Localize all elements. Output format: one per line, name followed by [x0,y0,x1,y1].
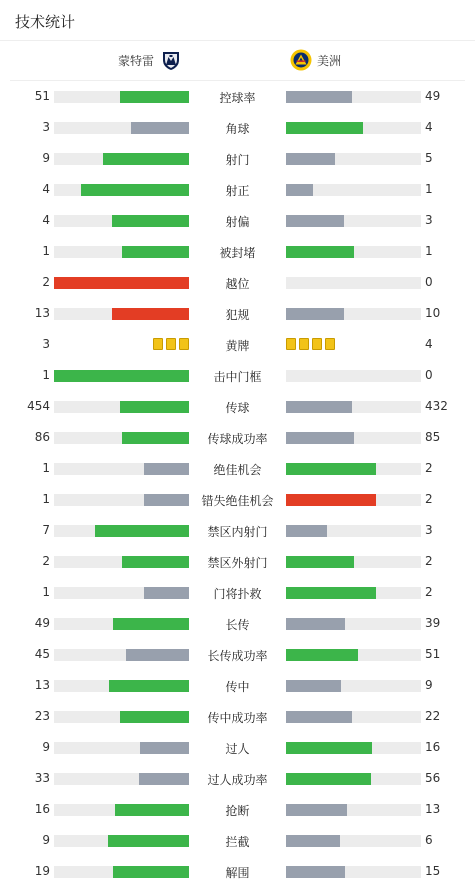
stat-row [0,608,475,639]
stat-row [0,701,475,732]
home-value: 4 [42,213,50,227]
away-bar-fill [286,742,372,754]
away-bar-track [286,649,421,661]
stat-label: 越位 [225,277,250,291]
stat-row [0,732,475,763]
stat-label: 绝佳机会 [213,463,262,477]
away-value: 49 [425,89,441,103]
away-value: 2 [425,585,433,599]
away-yellow-cards [286,338,335,350]
away-bar-track [286,804,421,816]
away-value: 39 [425,616,441,630]
away-value: 51 [425,647,441,661]
home-bar-track [54,742,189,754]
away-bar-fill [286,184,313,196]
away-bar-fill [286,401,352,413]
away-bar-track [286,525,421,537]
stat-row [0,639,475,670]
home-bar-track [54,432,189,444]
home-bar-fill [120,91,189,103]
stat-row [0,267,475,298]
home-value: 1 [42,585,50,599]
stat-label: 射偏 [225,215,250,229]
away-value: 0 [425,368,433,382]
home-bar-fill [126,649,189,661]
away-bar-fill [286,463,376,475]
home-bar-fill [108,835,189,847]
away-bar-track [286,866,421,878]
home-bar-fill [120,401,189,413]
home-bar-track [54,587,189,599]
stat-row [0,205,475,236]
home-value: 33 [34,771,50,785]
away-value: 56 [425,771,441,785]
stat-row [0,794,475,825]
home-value: 454 [27,399,50,413]
home-bar-track [54,153,189,165]
stat-row [0,856,475,887]
home-bar-fill [144,494,189,506]
away-bar-track [286,556,421,568]
home-bar-track [54,277,189,289]
home-value: 45 [34,647,50,661]
home-bar-fill [120,711,189,723]
away-bar-fill [286,587,376,599]
home-value: 9 [42,740,50,754]
away-value: 2 [425,461,433,475]
yellow-card-icon [312,338,322,350]
away-value: 9 [425,678,433,692]
home-bar-fill [109,680,189,692]
away-value: 85 [425,430,441,444]
stat-label: 传中成功率 [207,711,268,725]
home-bar-fill [122,432,190,444]
stat-row [0,329,475,360]
stat-row [0,298,475,329]
home-bar-track [54,711,189,723]
stat-label: 过人成功率 [207,773,268,787]
away-value: 2 [425,492,433,506]
stat-row [0,236,475,267]
away-value: 4 [425,120,433,134]
home-bar-track [54,463,189,475]
home-bar-track [54,773,189,785]
away-bar-fill [286,649,358,661]
stat-row [0,81,475,112]
away-bar-track [286,463,421,475]
home-bar-track [54,525,189,537]
stat-row [0,422,475,453]
away-bar-track [286,773,421,785]
home-bar-track [54,184,189,196]
home-bar-fill [122,246,190,258]
home-bar-fill [131,122,189,134]
away-bar-track [286,308,421,320]
away-bar-fill [286,804,347,816]
home-value: 1 [42,244,50,258]
home-team[interactable] [118,49,182,71]
away-bar-fill [286,556,354,568]
home-value: 1 [42,461,50,475]
stat-row [0,453,475,484]
home-value: 49 [34,616,50,630]
away-bar-fill [286,525,327,537]
home-bar-fill [95,525,190,537]
away-value: 10 [425,306,441,320]
home-bar-track [54,91,189,103]
away-bar-track [286,835,421,847]
stat-label: 射门 [225,153,250,167]
stats-list [0,81,475,887]
away-bar-track [286,153,421,165]
home-value: 2 [42,554,50,568]
away-bar-track [286,184,421,196]
away-bar-track [286,215,421,227]
stat-row [0,174,475,205]
away-value: 432 [425,399,448,413]
stat-label: 传中 [225,680,250,694]
stat-row [0,546,475,577]
away-team-name: 美洲 [317,53,342,68]
home-bar-track [54,804,189,816]
header [0,0,475,41]
home-value: 86 [34,430,50,444]
home-value: 23 [34,709,50,723]
home-bar-fill [81,184,189,196]
away-value: 15 [425,864,441,878]
home-bar-fill [54,277,189,289]
away-bar-track [286,432,421,444]
away-bar-fill [286,866,345,878]
stat-label: 传球成功率 [207,432,268,446]
yellow-card-icon [179,338,189,350]
stat-label: 犯规 [225,308,250,322]
away-bar-fill [286,215,344,227]
away-team[interactable] [290,49,341,71]
away-value: 4 [425,337,433,351]
home-value: 9 [42,151,50,165]
home-value: 2 [42,275,50,289]
away-bar-fill [286,153,335,165]
home-value: 16 [34,802,50,816]
stat-label: 禁区外射门 [207,556,268,570]
away-value: 5 [425,151,433,165]
home-bar-track [54,835,189,847]
stat-label: 长传 [225,618,250,632]
away-bar-fill [286,308,344,320]
club-america-crest-icon [290,49,312,71]
stat-row [0,763,475,794]
home-bar-fill [140,742,189,754]
home-bar-track [54,401,189,413]
away-bar-track [286,122,421,134]
stat-row [0,484,475,515]
away-value: 13 [425,802,441,816]
home-bar-fill [103,153,189,165]
away-bar-track [286,618,421,630]
away-value: 0 [425,275,433,289]
stat-label: 过人 [225,742,250,756]
home-bar-track [54,680,189,692]
away-bar-track [286,91,421,103]
yellow-card-icon [325,338,335,350]
home-bar-fill [112,215,189,227]
home-bar-track [54,215,189,227]
away-bar-track [286,742,421,754]
home-yellow-cards [153,338,189,350]
stat-label: 射正 [225,184,250,198]
stat-label: 禁区内射门 [207,525,268,539]
stat-row [0,515,475,546]
away-value: 22 [425,709,441,723]
away-bar-fill [286,711,352,723]
stat-row [0,670,475,701]
away-bar-fill [286,494,376,506]
away-bar-track [286,711,421,723]
home-value: 4 [42,182,50,196]
away-value: 6 [425,833,433,847]
stat-label: 控球率 [219,91,256,105]
away-bar-track [286,277,421,289]
home-bar-track [54,618,189,630]
away-bar-track [286,401,421,413]
home-team-name: 蒙特雷 [117,53,154,68]
home-value: 13 [34,678,50,692]
stat-row [0,360,475,391]
away-bar-track [286,370,421,382]
home-value: 7 [42,523,50,537]
away-value: 16 [425,740,441,754]
stat-label: 传球 [225,401,250,415]
home-value: 1 [42,368,50,382]
stat-label: 被封堵 [219,246,256,260]
yellow-card-icon [299,338,309,350]
home-bar-fill [115,804,189,816]
teams-header [10,41,465,81]
home-bar-track [54,866,189,878]
away-bar-fill [286,773,371,785]
home-value: 19 [34,864,50,878]
home-value: 13 [34,306,50,320]
stat-row [0,112,475,143]
away-bar-track [286,680,421,692]
yellow-card-icon [286,338,296,350]
away-value: 1 [425,182,433,196]
stat-row [0,143,475,174]
stat-row [0,577,475,608]
stat-label: 击中门框 [213,370,262,384]
home-bar-track [54,246,189,258]
stat-row [0,825,475,856]
stat-label: 错失绝佳机会 [201,494,274,508]
away-bar-fill [286,432,354,444]
stat-label: 解围 [225,866,250,880]
away-value: 1 [425,244,433,258]
stat-label: 长传成功率 [207,649,268,663]
away-bar-track [286,587,421,599]
home-value: 3 [42,120,50,134]
away-value: 2 [425,554,433,568]
home-bar-fill [144,587,189,599]
home-bar-track [54,308,189,320]
stat-label: 角球 [225,122,250,136]
home-value: 9 [42,833,50,847]
home-value: 3 [42,337,50,351]
stat-label: 拦截 [225,835,250,849]
home-bar-fill [139,773,189,785]
page-title: 技术统计 [15,13,76,31]
away-bar-fill [286,246,354,258]
home-bar-track [54,370,189,382]
home-bar-fill [113,618,189,630]
yellow-card-icon [153,338,163,350]
away-bar-track [286,246,421,258]
yellow-card-icon [166,338,176,350]
home-bar-track [54,494,189,506]
away-value: 3 [425,523,433,537]
home-bar-fill [122,556,190,568]
away-bar-fill [286,680,341,692]
home-bar-track [54,556,189,568]
home-bar-fill [54,370,189,382]
away-value: 3 [425,213,433,227]
home-bar-track [54,649,189,661]
away-bar-fill [286,122,363,134]
away-bar-track [286,494,421,506]
home-bar-fill [113,866,189,878]
monterrey-crest-icon [160,49,182,71]
away-bar-fill [286,618,345,630]
stat-row [0,391,475,422]
away-bar-fill [286,91,352,103]
stat-label: 抢断 [225,804,250,818]
away-bar-fill [286,835,340,847]
home-value: 1 [42,492,50,506]
stat-label: 门将扑救 [213,587,262,601]
home-bar-fill [144,463,189,475]
home-bar-fill [112,308,189,320]
home-value: 51 [34,89,50,103]
stat-label: 黄牌 [225,339,250,353]
home-bar-track [54,122,189,134]
